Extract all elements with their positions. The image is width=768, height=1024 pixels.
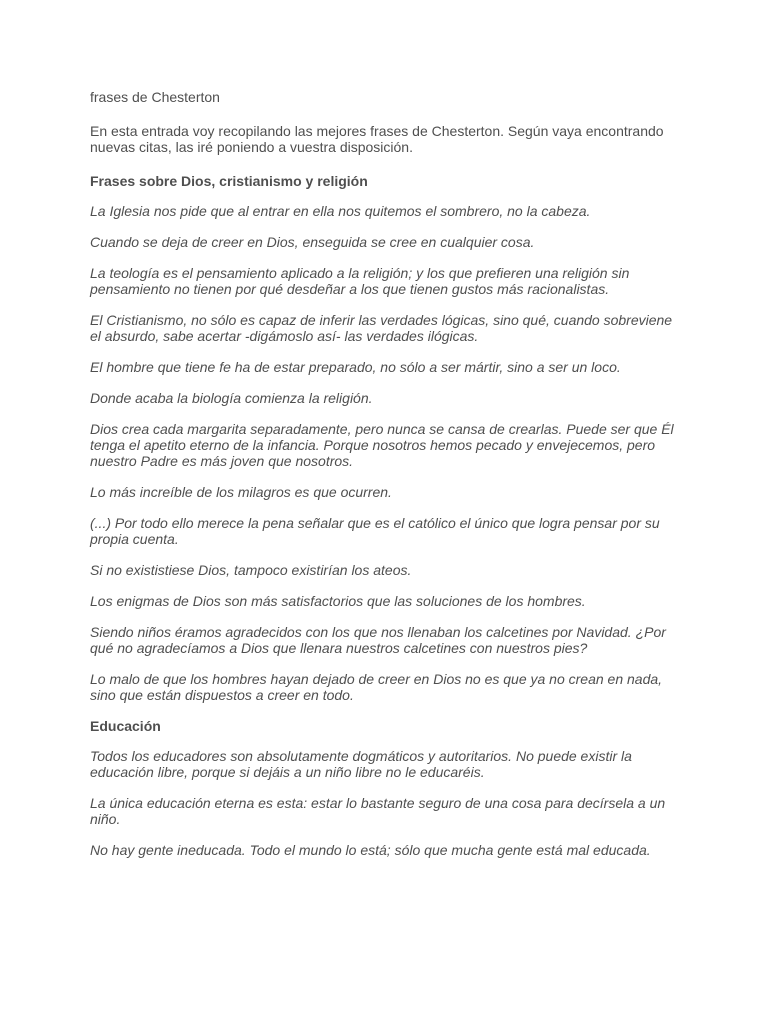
quote: El hombre que tiene fe ha de estar preparado, no sólo a ser mártir, sino a ser un loco.	[90, 359, 621, 375]
document-title: frases de Chesterton	[90, 89, 220, 105]
quote: Cuando se deja de creer en Dios, enseguida se cree en cualquier cosa.	[90, 234, 535, 250]
quote: No hay gente ineducada. Todo el mundo lo está; sólo que mucha gente está mal educada.	[90, 842, 651, 858]
quote: Dios crea cada margarita separadamente, pero nunca se cansa de crearlas. Puede ser que Él tenga el apetito eterno de la infancia. Porque nosotros hemos pecado y envejecemos, pero nuestro Padre es más joven que nosotros.	[90, 421, 674, 469]
quote: Todos los educadores son absolutamente dogmáticos y autoritarios. No puede existir la educación libre, porque si dejáis a un niño libre no le educaréis.	[90, 748, 632, 780]
quote: Lo malo de que los hombres hayan dejado de creer en Dios no es que ya no crean en nada, sino que están dispuestos a creer en todo.	[90, 671, 663, 703]
quote: Lo más increíble de los milagros es que ocurren.	[90, 484, 392, 500]
quote: Los enigmas de Dios son más satisfactorios que las soluciones de los hombres.	[90, 593, 586, 609]
quote: Siendo niños éramos agradecidos con los que nos llenaban los calcetines por Navidad. ¿Por qué no agradecíamos a Dios que llenara nuestros calcetines con nuestros pies?	[90, 624, 666, 656]
quote: El Cristianismo, no sólo es capaz de inferir las verdades lógicas, sino qué, cuando sobreviene el absurdo, sabe acertar -digámoslo así- las verdades ilógicas.	[90, 312, 673, 344]
section-heading-education: Educación	[90, 718, 161, 734]
quote: La Iglesia nos pide que al entrar en ella nos quitemos el sombrero, no la cabeza.	[90, 203, 591, 219]
quote: Si no exististiese Dios, tampoco existirían los ateos.	[90, 562, 412, 578]
quote: Donde acaba la biología comienza la religión.	[90, 390, 373, 406]
quote: La teología es el pensamiento aplicado a la religión; y los que prefieren una religión sin pensamiento no tienen por qué desdeñar a los que tienen gustos más racionalistas.	[90, 265, 630, 297]
section-heading-religion: Frases sobre Dios, cristianismo y religión	[90, 173, 368, 189]
quote: La única educación eterna es esta: estar lo bastante seguro de una cosa para decírsela a un niño.	[90, 795, 666, 827]
intro-paragraph: En esta entrada voy recopilando las mejores frases de Chesterton. Según vaya encontrando nuevas citas, las iré poniendo a vuestra disposición.	[90, 123, 664, 155]
quote: (...) Por todo ello merece la pena señalar que es el católico el único que logra pensar por su propia cuenta.	[90, 515, 660, 547]
document-page	[90, 89, 680, 873]
